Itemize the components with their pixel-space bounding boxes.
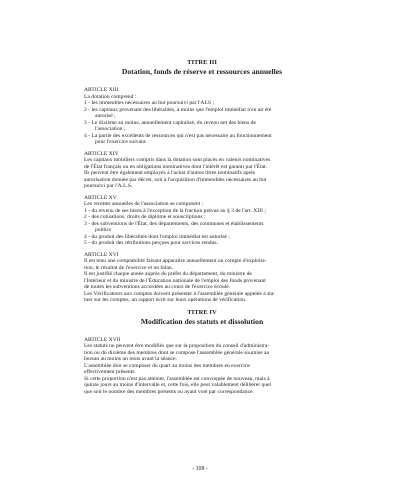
article-xiii — [84, 87, 320, 146]
paragraph-line: L'assemblée doit se composer du quart au moins des membres en exercice — [84, 362, 250, 369]
paragraph-line: quinze jours au moins d'intervalle et, cette fois, elle peut valablement délibérer quel — [84, 382, 272, 388]
list-item-text: 4 - La partie des excédents de ressources qui n'est pas nécessaire au fonctionnement — [84, 132, 272, 139]
titre-iii-subtitle: Dotation, fonds de réserve et ressources annuelles — [121, 67, 283, 76]
paragraph-line: tion ou du dixième des membres dont se compose l'assemblée générale soumise au — [84, 349, 270, 356]
list-item — [84, 107, 320, 120]
paragraph-line: de l'État français ou en obligations nominatives dont l'intérêt est garanti par l'État. — [84, 163, 268, 170]
list-item-continuation: pour l'exercice suivant. — [95, 139, 147, 145]
paragraph-line: Si cette proportion n'est pas atteinte, l'assemblée est convoquée de nouveau, mais à — [84, 375, 270, 382]
titre-iv-subtitle: Modification des statuts et dissolution — [140, 316, 264, 326]
list-item-text: 2 - des cotisations, droits de diplôme et souscriptions ; — [84, 214, 206, 220]
list-item — [84, 133, 320, 146]
article-xvi — [84, 252, 320, 304]
list-item-continuation: l'association ; — [95, 126, 126, 132]
article-heading: ARTICLE XV — [84, 194, 117, 201]
paragraph-line: autorisation donnée par décret, soit à l'acquisition d'immeubles nécessaires au but — [84, 176, 267, 183]
list-item-continuation: autorisé ; — [95, 113, 116, 119]
paragraph-line: tuer sur les comptes, un rapport écrit sur leurs opérations de vérification. — [84, 297, 247, 303]
paragraph-line: que soit le nombre des membres présents ou ayant voté par correspondance. — [84, 388, 254, 395]
list-item — [84, 221, 320, 234]
paragraph-line: Ils peuvent être également employés à l'achat d'autres titres nominatifs après — [84, 170, 256, 176]
titre-iv-heading: TITRE IV — [187, 308, 217, 316]
article-xiv — [84, 151, 320, 190]
paragraph-line: effectivement présents. — [84, 369, 136, 375]
paragraph-line: de toutes les subventions accordées au cours de l'exercice écoulé. — [84, 284, 231, 290]
list-item-continuation: publics — [95, 227, 112, 233]
paragraph-line: Les Vérificateurs aux comptes doivent présenter à l'assemblée générale appelée à sta- — [84, 290, 276, 297]
article-intro: La dotation comprend : — [84, 93, 137, 100]
paragraph-line: Il est justifié chaque année auprès du préfet du département, du ministre de — [84, 271, 252, 277]
list-item-text: 3 - Le dixième au moins, annuellement capitalisé, du revenu net des biens de — [84, 119, 256, 126]
list-item-text: 4 - du produit des libéralités dont l'emploi immédiat est autorisé ; — [84, 233, 230, 240]
page-content — [84, 59, 320, 400]
article-heading: ARTICLE XVI — [84, 251, 119, 258]
list-item-text: 1 - les immeubles nécessaires au but poursuivi par l'ALS ; — [84, 100, 214, 106]
paragraph-line: tion, le résultat de l'exercice et un bilan. — [84, 264, 174, 271]
article-xvii — [84, 337, 320, 396]
paragraph-line: bureau au moins un mois avant la séance. — [84, 356, 177, 362]
paragraph-line: Les capitaux mobiliers compris dans la dotation sont placés en valeurs nominatives — [84, 157, 271, 163]
paragraph-line: Les statuts ne peuvent être modifiés que sur la proposition du conseil d'administra- — [84, 343, 270, 349]
article-heading: ARTICLE XIII — [84, 87, 119, 93]
article-intro: Les recettes annuelles de l'association se composent : — [84, 201, 204, 207]
article-heading: ARTICLE XVII — [84, 336, 121, 343]
paragraph-line: poursuivi par l'A.L.S. — [84, 183, 133, 189]
paragraph-line: Il est tenu une comptabilité faisant apparaître annuellement un compte d'exploita- — [84, 258, 267, 264]
list-item-text: 3 - des subventions de l'État, des départements, des communes et établissements — [84, 220, 264, 227]
article-heading: ARTICLE XIV — [84, 150, 119, 157]
article-xv — [84, 195, 320, 247]
page-number: - 108 - — [192, 466, 208, 472]
list-item-text: 1 - du revenu de ses biens à l'exception de la fraction prévue au § 3 de l'art. XIII ; — [84, 207, 266, 214]
paragraph-line: l'Intérieur et du ministre de l'Éducation nationale de l'emploi des fonds provenant — [84, 277, 266, 284]
list-item-text: 2 - les capitaux provenant des libéralités, à moins que l'emploi immédiat n'en ait été — [84, 106, 272, 113]
titre-iii-heading: TITRE III — [187, 59, 217, 66]
list-item — [84, 120, 320, 133]
list-item — [84, 240, 320, 247]
list-item-text: 5 - du produit des rétributions perçues pour services rendus. — [84, 240, 218, 246]
